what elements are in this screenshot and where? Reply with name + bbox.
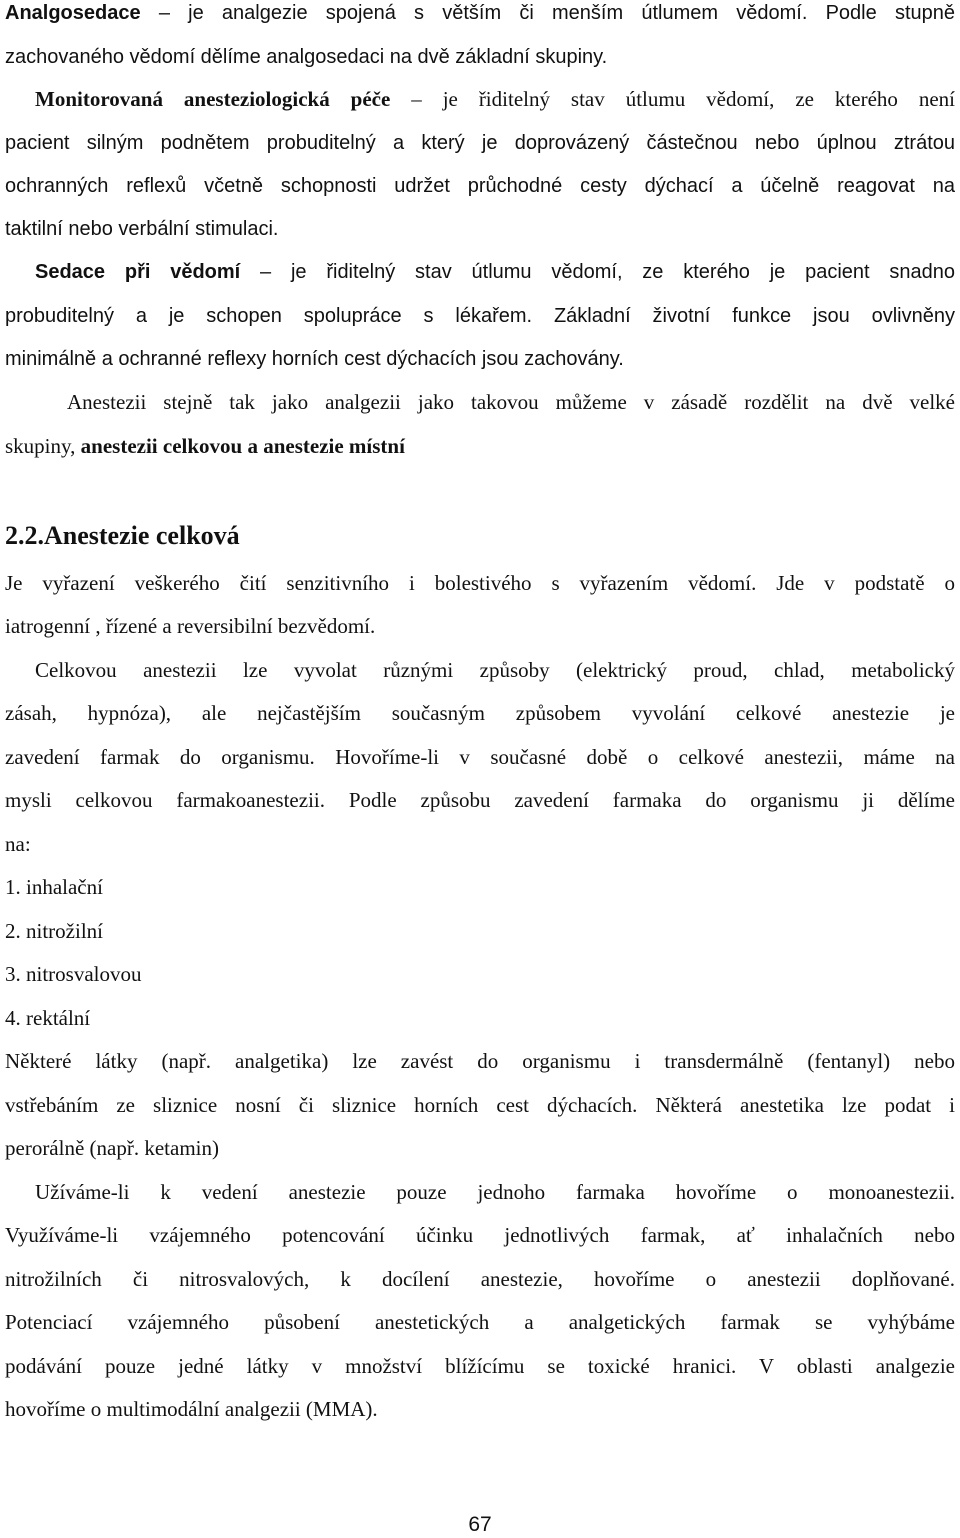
list-item: 4. rektální [5,1006,91,1030]
list-item: 2. nitrožilní [5,919,103,943]
paragraph-monitored-care-line-1 [35,86,955,112]
paragraph-methods-line-2: zásah, hypnóza), ale nejčastějším současným způsobem vyvolání celkové anestezie je [5,701,955,725]
paragraph-conscious-sedation-line-1 [35,259,955,285]
page-number: 67 [468,1513,492,1536]
list-item: 3. nitrosvalovou [5,962,142,986]
paragraph-methods-line-1: Celkovou anestezii lze vyvolat různými způsoby (elektrický proud, chlad, metabolický [35,658,955,682]
paragraph-text: – je řiditelný stav útlumu vědomí, ze kterého není [411,87,956,111]
paragraph-definition-line-2: iatrogenní , řízené a reversibilní bezvědomí. [5,614,376,638]
paragraph-mono-line-3: nitrožilních či nitrosvalových, k docílení anestezie, hovoříme o anestezii doplňované. [5,1267,955,1291]
paragraph-analgosedace-line-1 [5,0,955,26]
term-monitored-care: Monitorovaná anesteziologická péče [35,87,391,111]
paragraph-conscious-sedation-line-3: minimálně a ochranné reflexy horních cest dýchacích jsou zachovány. [5,348,624,370]
paragraph-monitored-care-line-4: taktilní nebo verbální stimulaci. [5,218,279,240]
paragraph-text: – je řiditelný stav útlumu vědomí, ze kterého je pacient snadno [260,261,956,283]
paragraph-monitored-care-line-3: ochranných reflexů včetně schopnosti udržet průchodné cesty dýchací a účelně reagovat na [5,175,955,197]
paragraph-routes-line-3: perorálně (např. ketamin) [5,1136,219,1160]
section-heading: 2.2.Anestezie celková [5,521,240,550]
paragraph-text: skupiny, [5,434,76,458]
paragraph-mono-line-1: Užíváme-li k vedení anestezie pouze jednoho farmaka hovoříme o monoanestezii. [35,1180,955,1204]
paragraph-mono-line-6: hovoříme o multimodální analgezii (MMA). [5,1397,378,1421]
paragraph-division-line-1: Anestezii stejně tak jako analgezii jako takovou můžeme v zásadě rozdělit na dvě velké [67,390,955,414]
list-item: 1. inhalační [5,875,103,899]
paragraph-monitored-care-line-2: pacient silným podnětem probuditelný a který je doprovázený částečnou nebo úplnou ztrátou [5,132,955,154]
paragraph-routes-line-2: vstřebáním ze sliznice nosní či sliznice horních cest dýchacích. Některá anestetika lze podat i [5,1093,955,1117]
paragraph-methods-line-4: mysli celkovou farmakoanestezii. Podle způsobu zavedení farmaka do organismu ji dělíme [5,788,955,812]
paragraph-methods-line-3: zavedení farmak do organismu. Hovoříme-li v současné době o celkové anestezii, máme na [5,745,955,769]
paragraph-definition-line-1: Je vyřazení veškerého čití senzitivního i bolestivého s vyřazením vědomí. Jde v podstatě o [5,571,955,595]
paragraph-mono-line-5: podávání pouze jedné látky v množství blížícímu se toxické hranici. V oblasti analgezie [5,1354,955,1378]
term-analgosedace: Analgosedace [5,2,141,24]
term-conscious-sedation: Sedace při vědomí [35,261,241,283]
paragraph-text: – je analgezie spojená s větším či menším útlumem vědomí. Podle stupně [158,2,955,24]
paragraph-conscious-sedation-line-2: probuditelný a je schopen spolupráce s lékařem. Základní životní funkce jsou ovlivněny [5,305,955,327]
paragraph-methods-line-5: na: [5,832,31,856]
paragraph-routes-line-1: Některé látky (např. analgetika) lze zavést do organismu i transdermálně (fentanyl) nebo [5,1049,955,1073]
paragraph-mono-line-2: Využíváme-li vzájemného potencování účinku jednotlivých farmak, ať inhalačních nebo [5,1223,955,1247]
paragraph-division-line-2 [5,433,955,459]
paragraph-mono-line-4: Potenciací vzájemného působení anestetických a analgetických farmak se vyhýbáme [5,1310,955,1334]
paragraph-analgosedace-line-2: zachovaného vědomí dělíme analgosedaci na dvě základní skupiny. [5,46,608,68]
emphasis-anesthesia-types: anestezii celkovou a anestezie místní [80,434,405,458]
